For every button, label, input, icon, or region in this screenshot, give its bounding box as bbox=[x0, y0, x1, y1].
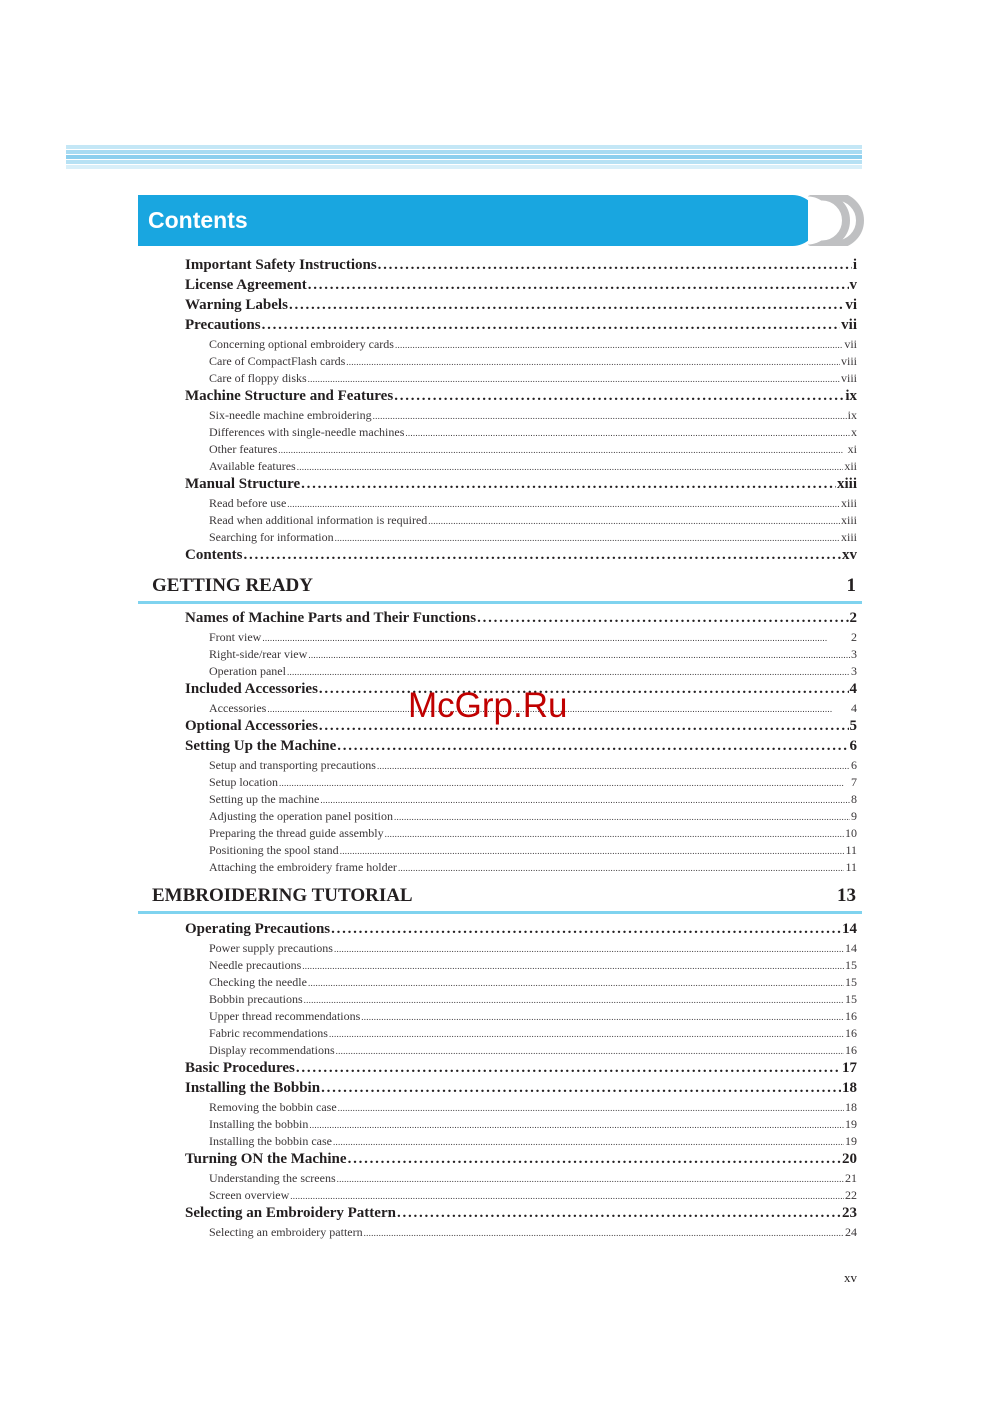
toc-entry-page: xiii bbox=[840, 513, 857, 527]
toc-subentry[interactable] bbox=[185, 843, 857, 860]
toc-entry-label: Operating Precautions bbox=[185, 921, 331, 937]
toc-entry-label: Understanding the screens bbox=[209, 1171, 336, 1185]
dot-leader bbox=[289, 297, 844, 314]
toc-entry-label: Display recommendations bbox=[209, 1043, 335, 1057]
toc-subentry[interactable] bbox=[185, 860, 857, 877]
dot-leader bbox=[308, 978, 844, 988]
dot-leader bbox=[262, 317, 841, 334]
toc-subentry[interactable] bbox=[185, 1026, 857, 1043]
toc-subentry[interactable] bbox=[185, 1043, 857, 1060]
toc-entry-page: 19 bbox=[845, 1117, 857, 1131]
toc-subentry[interactable] bbox=[185, 1009, 857, 1026]
dot-leader bbox=[321, 1080, 841, 1097]
dot-leader bbox=[336, 1046, 844, 1056]
dot-leader bbox=[361, 1012, 844, 1022]
toc-entry[interactable] bbox=[185, 1205, 857, 1225]
toc-subentry[interactable] bbox=[185, 826, 857, 843]
toc-entry-label: Turning ON the Machine bbox=[185, 1151, 347, 1167]
toc-subentry[interactable] bbox=[185, 425, 857, 442]
toc-entry-label: Selecting an Embroidery Pattern bbox=[185, 1205, 396, 1221]
toc-entry[interactable] bbox=[185, 476, 857, 496]
dot-leader bbox=[364, 1228, 844, 1238]
toc-entry[interactable] bbox=[185, 610, 857, 630]
header-stripe bbox=[66, 155, 862, 159]
toc-entry-page: v bbox=[849, 277, 857, 293]
toc-entry-page: xii bbox=[844, 459, 857, 473]
dot-leader bbox=[319, 681, 849, 698]
toc-entry-label: Power supply precautions bbox=[209, 941, 333, 955]
toc-subentry[interactable] bbox=[185, 337, 857, 354]
dot-leader bbox=[334, 944, 844, 954]
toc-entry-label: Machine Structure and Features bbox=[185, 388, 394, 404]
dot-leader bbox=[335, 533, 840, 543]
toc-subentry[interactable] bbox=[185, 792, 857, 809]
toc-entry-page: ix bbox=[845, 388, 857, 404]
toc-entry-page: 11 bbox=[845, 860, 857, 874]
dot-leader bbox=[301, 476, 836, 493]
toc-entry-label: Setup and transporting precautions bbox=[209, 758, 376, 772]
toc-entry-label: Selecting an embroidery pattern bbox=[209, 1225, 363, 1239]
header-stripe bbox=[66, 160, 862, 164]
toc-entry-label: Important Safety Instructions bbox=[185, 257, 377, 273]
toc-subentry[interactable] bbox=[185, 1100, 857, 1117]
toc-entry-label: Accessories bbox=[209, 701, 267, 715]
toc-entry-label: Other features bbox=[209, 442, 278, 456]
toc-subentry[interactable] bbox=[185, 975, 857, 992]
dot-leader bbox=[278, 445, 846, 455]
toc-entry-label: Setting up the machine bbox=[209, 792, 320, 806]
dot-leader bbox=[279, 778, 850, 788]
toc-entry-label: Installing the bobbin bbox=[209, 1117, 309, 1131]
dot-leader bbox=[348, 1151, 841, 1168]
toc-entry-label: Names of Machine Parts and Their Functions bbox=[185, 610, 477, 626]
toc-subentry[interactable] bbox=[185, 1171, 857, 1188]
toc-entry-page: viii bbox=[840, 354, 857, 368]
embroidering-tutorial-list bbox=[185, 921, 857, 1242]
toc-entry-page: 15 bbox=[845, 992, 857, 1006]
toc-entry-page: 14 bbox=[845, 941, 857, 955]
toc-entry-page: 3 bbox=[851, 647, 857, 661]
toc-subentry[interactable] bbox=[185, 992, 857, 1009]
dot-leader bbox=[308, 277, 849, 294]
toc-entry-page: 17 bbox=[842, 1060, 857, 1076]
toc-entry-label: Read before use bbox=[209, 496, 287, 510]
toc-subentry[interactable] bbox=[185, 371, 857, 388]
toc-entry-label: Positioning the spool stand bbox=[209, 843, 339, 857]
toc-entry-page: 6 bbox=[851, 758, 857, 772]
toc-entry-page: 20 bbox=[842, 1151, 857, 1167]
toc-subentry[interactable] bbox=[185, 809, 857, 826]
toc-entry-page: 6 bbox=[849, 738, 857, 754]
toc-entry[interactable] bbox=[185, 388, 857, 408]
toc-entry-label: Front view bbox=[209, 630, 262, 644]
toc-entry-label: Basic Procedures bbox=[185, 1060, 295, 1076]
toc-entry[interactable] bbox=[185, 738, 857, 758]
toc-entry-label: Precautions bbox=[185, 317, 261, 333]
toc-entry-page: vii bbox=[844, 337, 857, 351]
toc-entry-label: Upper thread recommendations bbox=[209, 1009, 361, 1023]
toc-entry-page: 24 bbox=[845, 1225, 857, 1239]
dot-leader bbox=[385, 829, 844, 839]
toc-entry-page: 10 bbox=[845, 826, 857, 840]
toc-entry-label: Fabric recommendations bbox=[209, 1026, 328, 1040]
dot-leader bbox=[428, 516, 840, 526]
toc-entry[interactable] bbox=[185, 1151, 857, 1171]
toc-subentry[interactable] bbox=[185, 958, 857, 975]
toc-subentry[interactable] bbox=[185, 1134, 857, 1151]
dot-leader bbox=[394, 388, 844, 405]
toc-entry-page: 16 bbox=[845, 1026, 857, 1040]
header-stripe bbox=[66, 150, 862, 154]
toc-entry-label: Read when additional information is required bbox=[209, 513, 428, 527]
toc-entry-label: Removing the bobbin case bbox=[209, 1100, 337, 1114]
toc-entry-label: Searching for information bbox=[209, 530, 334, 544]
dot-leader bbox=[290, 1191, 844, 1201]
toc-entry-page: 5 bbox=[849, 718, 857, 734]
page-title: Contents bbox=[148, 207, 248, 233]
rings-icon bbox=[808, 195, 864, 246]
toc-entry-label: Concerning optional embroidery cards bbox=[209, 337, 394, 351]
toc-entry-label: Preparing the thread guide assembly bbox=[209, 826, 384, 840]
toc-entry-page: 14 bbox=[842, 921, 857, 937]
toc-subentry[interactable] bbox=[185, 408, 857, 425]
toc-entry[interactable] bbox=[185, 277, 857, 297]
toc-entry-page: ix bbox=[847, 408, 857, 422]
dot-leader bbox=[287, 499, 840, 509]
toc-subentry[interactable] bbox=[185, 647, 857, 664]
toc-subentry[interactable] bbox=[185, 758, 857, 775]
toc-entry-label: Right-side/rear view bbox=[209, 647, 308, 661]
toc-subentry[interactable] bbox=[185, 1225, 857, 1242]
toc-entry-page: 21 bbox=[845, 1171, 857, 1185]
dot-leader bbox=[378, 257, 852, 274]
toc-entry-page: i bbox=[852, 257, 857, 273]
dot-leader bbox=[346, 357, 840, 367]
dot-leader bbox=[337, 738, 848, 755]
dot-leader bbox=[296, 1060, 841, 1077]
dot-leader bbox=[405, 428, 850, 438]
dot-leader bbox=[329, 1029, 844, 1039]
toc-entry-label: Care of floppy disks bbox=[209, 371, 307, 385]
dot-leader bbox=[297, 462, 844, 472]
toc-entry-page: 7 bbox=[851, 775, 857, 789]
dot-leader bbox=[331, 921, 841, 938]
section-title: EMBROIDERING TUTORIAL bbox=[152, 885, 413, 906]
toc-subentry[interactable] bbox=[185, 354, 857, 371]
toc-entry-page: vii bbox=[841, 317, 857, 333]
toc-subentry[interactable] bbox=[185, 1188, 857, 1205]
toc-subentry[interactable] bbox=[185, 513, 857, 530]
header-stripes bbox=[66, 145, 862, 169]
header-stripe bbox=[66, 145, 862, 149]
toc-entry-label: Manual Structure bbox=[185, 476, 301, 492]
toc-entry-label: Bobbin precautions bbox=[209, 992, 303, 1006]
front-matter-list bbox=[185, 257, 857, 567]
toc-subentry[interactable] bbox=[185, 530, 857, 547]
dot-leader bbox=[308, 374, 840, 384]
getting-ready-list bbox=[185, 610, 857, 877]
toc-entry-label: Installing the Bobbin bbox=[185, 1080, 321, 1096]
toc-entry-page: 16 bbox=[845, 1009, 857, 1023]
dot-leader bbox=[287, 667, 850, 677]
dot-leader bbox=[398, 863, 845, 873]
toc-entry-page: xiii bbox=[840, 530, 857, 544]
section-title: GETTING READY bbox=[152, 575, 313, 596]
toc-entry-page: 23 bbox=[842, 1205, 857, 1221]
toc-entry-label: Available features bbox=[209, 459, 296, 473]
toc-entry[interactable] bbox=[185, 921, 857, 941]
toc-entry-page: vi bbox=[845, 297, 857, 313]
toc-entry-label: Optional Accessories bbox=[185, 718, 318, 734]
toc-entry-label: Included Accessories bbox=[185, 681, 318, 697]
dot-leader bbox=[319, 718, 849, 735]
toc-subentry[interactable] bbox=[185, 496, 857, 513]
dot-leader bbox=[377, 761, 850, 771]
section-heading-getting-ready bbox=[138, 575, 862, 604]
toc-entry[interactable] bbox=[185, 547, 857, 567]
toc-entry-label: Checking the needle bbox=[209, 975, 307, 989]
toc-entry-label: Operation panel bbox=[209, 664, 286, 678]
toc-entry-label: Screen overview bbox=[209, 1188, 290, 1202]
toc-entry[interactable] bbox=[185, 1080, 857, 1100]
toc-entry-page: 11 bbox=[845, 843, 857, 857]
dot-leader bbox=[397, 1205, 841, 1222]
toc-entry-page: 15 bbox=[845, 958, 857, 972]
toc-entry[interactable] bbox=[185, 317, 857, 337]
toc-entry-page: 3 bbox=[851, 664, 857, 678]
toc-entry-page: xi bbox=[847, 442, 857, 456]
dot-leader bbox=[262, 633, 850, 643]
contents-title-bar bbox=[138, 195, 818, 246]
toc-subentry[interactable] bbox=[185, 941, 857, 958]
toc-entry-page: 8 bbox=[851, 792, 857, 806]
dot-leader bbox=[337, 1174, 844, 1184]
dot-leader bbox=[394, 812, 850, 822]
dot-leader bbox=[338, 1103, 844, 1113]
toc-subentry[interactable] bbox=[185, 775, 857, 792]
toc-entry-label: License Agreement bbox=[185, 277, 307, 293]
toc-entry-page: 2 bbox=[849, 610, 857, 626]
toc-entry-label: Adjusting the operation panel position bbox=[209, 809, 393, 823]
toc-entry-page: 22 bbox=[845, 1188, 857, 1202]
toc-entry-page: 4 bbox=[849, 681, 857, 697]
dot-leader bbox=[309, 1120, 844, 1130]
dot-leader bbox=[340, 846, 845, 856]
dot-leader bbox=[302, 961, 844, 971]
toc-entry-page: xiii bbox=[836, 476, 857, 492]
toc-entry-page: 9 bbox=[851, 809, 857, 823]
toc-subentry[interactable] bbox=[185, 459, 857, 476]
dot-leader bbox=[333, 1137, 844, 1147]
toc-entry-label: Attaching the embroidery frame holder bbox=[209, 860, 397, 874]
dot-leader bbox=[477, 610, 848, 627]
toc-entry-label: Warning Labels bbox=[185, 297, 288, 313]
dot-leader bbox=[244, 547, 841, 564]
toc-entry-page: x bbox=[851, 425, 857, 439]
section-page: 1 bbox=[846, 575, 856, 596]
toc-subentry[interactable] bbox=[185, 664, 857, 681]
toc-subentry[interactable] bbox=[185, 630, 857, 647]
dot-leader bbox=[373, 411, 847, 421]
section-page: 13 bbox=[837, 885, 856, 906]
toc-entry-page: xv bbox=[842, 547, 857, 563]
page-number: xv bbox=[844, 1270, 857, 1285]
toc-entry-page: 4 bbox=[851, 701, 857, 715]
toc-entry-page: viii bbox=[840, 371, 857, 385]
toc-entry-page: 19 bbox=[845, 1134, 857, 1148]
toc-entry-label: Care of CompactFlash cards bbox=[209, 354, 346, 368]
toc-entry-page: 18 bbox=[842, 1080, 857, 1096]
toc-entry-page: 2 bbox=[851, 630, 857, 644]
toc-subentry[interactable] bbox=[185, 442, 857, 459]
header-stripe bbox=[66, 165, 862, 169]
toc-entry-label: Installing the bobbin case bbox=[209, 1134, 332, 1148]
dot-leader bbox=[320, 795, 850, 805]
toc-entry-label: Contents bbox=[185, 547, 243, 563]
toc-entry[interactable] bbox=[185, 1060, 857, 1080]
toc-entry-label: Setup location bbox=[209, 775, 278, 789]
section-heading-embroidering-tutorial bbox=[138, 885, 862, 914]
toc-entry-label: Six-needle machine embroidering bbox=[209, 408, 372, 422]
toc-entry-label: Differences with single-needle machines bbox=[209, 425, 405, 439]
dot-leader bbox=[304, 995, 844, 1005]
toc-subentry[interactable] bbox=[185, 1117, 857, 1134]
watermark: McGrp.Ru bbox=[408, 686, 568, 725]
toc-entry[interactable] bbox=[185, 257, 857, 277]
toc-entry-page: 16 bbox=[845, 1043, 857, 1057]
toc-entry-page: 15 bbox=[845, 975, 857, 989]
toc-entry-label: Needle precautions bbox=[209, 958, 302, 972]
dot-leader bbox=[395, 340, 843, 350]
toc-entry-page: 18 bbox=[845, 1100, 857, 1114]
toc-entry-label: Setting Up the Machine bbox=[185, 738, 337, 754]
toc-entry-page: xiii bbox=[840, 496, 857, 510]
dot-leader bbox=[308, 650, 850, 660]
toc-entry[interactable] bbox=[185, 297, 857, 317]
